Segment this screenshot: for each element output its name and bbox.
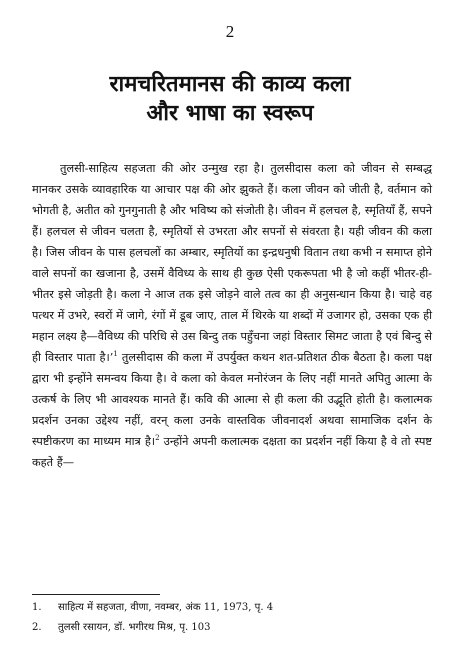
body-paragraph [32,158,432,473]
footnotes [32,598,432,638]
footnote-item [32,618,432,638]
footnote-marker-2[interactable]: 2 [155,434,160,443]
paragraph [32,158,432,473]
footnote-number: 1. [32,602,42,613]
footnote-item [32,598,432,618]
chapter-number: 2 [225,22,235,41]
text-segment: उन्होंने अपनी कलात्मक दक्षता का प्रदर्शन नहीं किया है वे तो स्पष्ट कहते हैं— [32,435,432,469]
footnote-text: साहित्य में सहजता, वीणा, नवम्बर, अंक 11, 1973, पृ. 4 [58,602,274,613]
footnote-marker-1[interactable]: 1 [113,350,118,359]
text-segment: तुलसीदास की कला में उपर्युक्त कथन शत-प्रतिशत ठीक बैठता है। कला पक्ष द्वारा भी इन्होंने समन्वय किया है। वे कला को केवल मनोरंजन के लिए नहीं मानते अपितु आत्मा के उत्कर्ष के लिए भी आवश्यक मानते हैं। कवि की आत्मा से ही कला की उद्भूति होती है। कलात्मक प्रदर्शन उनका उद्देश्य नहीं, वरन् कला उनके वास्तविक जीवनादर्श अथवा सामाजिक दर्शन के स्पष्टीकरण का माध्यम मात्र है। [32,351,432,448]
chapter-title-line-2: और भाषा का स्वरूप [146,100,314,126]
footnote-divider [32,594,160,595]
chapter-title-line-1: रामचरितमानस की काव्य कला [109,71,351,97]
footnote-text: तुलसी रसायन, डॉ. भगीरथ मिश्र, पृ. 103 [58,622,211,633]
text-segment: तुलसी-साहित्य सहजता की ओर उन्मुख रहा है। तुलसीदास कला को जीवन से सम्बद्ध मानकर उसके व्यावहारिक या आचार पक्ष की ओर झुकते हैं। कला जीवन को जीती है, वर्तमान को भोगती है, अतीत को गुनगुनाती है और भविष्य को संजोती है। जीवन में हलचल है, स्मृतियाँ हैं, सपने हैं। हलचल से जीवन चलता है, स्मृतियों से उभरता और सपनों से संवरता है। यही जीवन की कला है। जिस जीवन के पास हलचलों का अम्बार, स्मृतियों का इन्द्रधनुषी वितान तथा कभी न समाप्त होने वाले सपनों का खजाना है, उसमें वैविध्य के साथ ही कुछ ऐसी एकरूपता भी है जो कहीं भीतर-ही-भीतर इसे जोड़ती है। कला ने आज तक इसे जोड़ने वाले तत्व का ही अनुसन्धान किया है। चाहे वह पत्थर में उभरे, स्वरों में जागे, रंगों में डूब जाए, ताल में थिरके या शब्दों में उजागर हो, उसका एक ही महान लक्ष्य है—वैविध्य की परिधि से उस बिन्दु तक पहुँचना जहां विस्तार सिमट जाता है एवं बिन्दु से ही विस्तार पाता है।’ [32,162,432,364]
footnote-number: 2. [32,622,42,633]
